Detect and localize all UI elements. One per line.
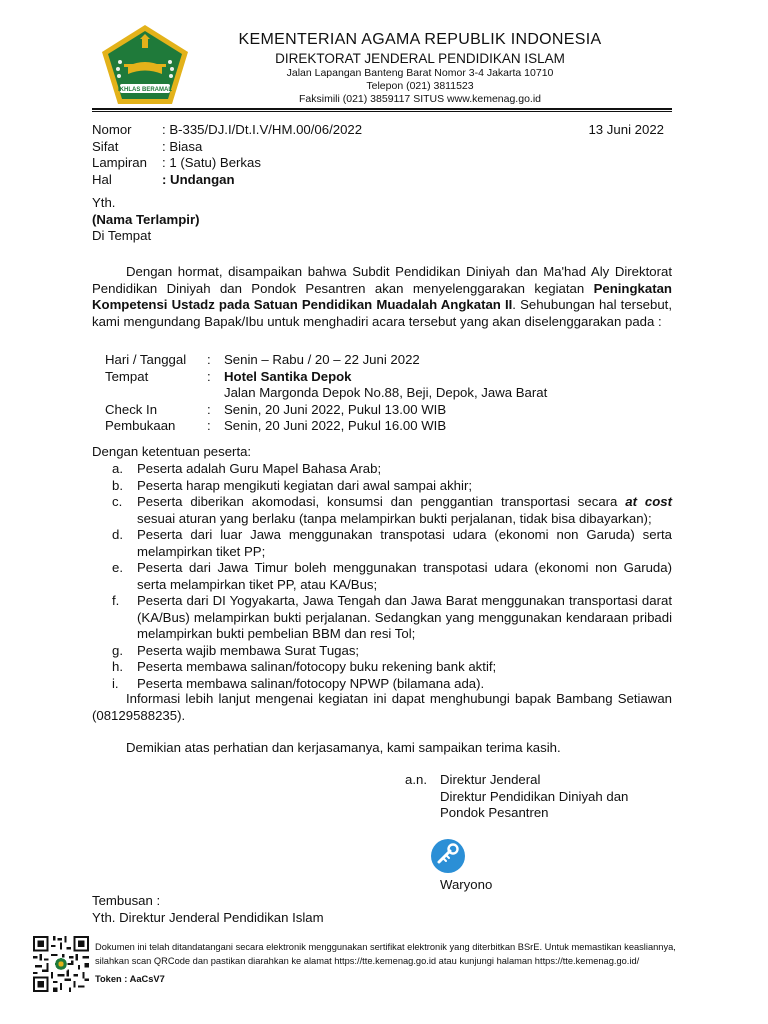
provisions-intro: Dengan ketentuan peserta:: [92, 444, 252, 459]
checkin-value: Senin, 20 Juni 2022, Pukul 13.00 WIB: [224, 401, 447, 417]
carbon-copy: [92, 893, 324, 926]
letterhead: [200, 30, 640, 106]
e-signature-seal-icon: [430, 838, 466, 874]
subject-label: Hal: [92, 171, 112, 187]
place-address: Jalan Margonda Depok No.88, Beji, Depok, Jawa Barat: [224, 385, 548, 400]
at-cost-emphasis: at cost: [625, 494, 672, 509]
recipient-salutation: Yth.: [92, 195, 116, 210]
opening-value: Senin, 20 Juni 2022, Pukul 16.00 WIB: [224, 418, 447, 433]
fax-website: Faksimili (021) 3859117 SITUS www.kemenag.go.id: [299, 93, 541, 105]
opening-paragraph: [92, 264, 672, 330]
signer-title-1: Direktur Jenderal: [440, 772, 541, 787]
address: Jalan Lapangan Banteng Barat Nomor 3-4 Jakarta 10710: [286, 67, 554, 79]
number-value: : B-335/DJ.I/Dt.I.V/HM.00/06/2022: [162, 122, 363, 137]
nature-value: : Biasa: [162, 138, 203, 154]
list-item: g. Peserta wajib membawa Surat Tugas;: [112, 642, 360, 658]
recipient-name: (Nama Terlampir): [92, 211, 200, 227]
list-item: a. Peserta adalah Guru Mapel Bahasa Arab;: [112, 461, 382, 476]
verification-token: Token : AaCsV7: [95, 974, 165, 984]
recipient: [92, 195, 199, 245]
list-item: h. Peserta membawa salinan/fotocopy buku rekening bank aktif;: [112, 659, 497, 674]
e-sign-notice-line-1: Dokumen ini telah ditandatangani secara elektronik menggunakan sertifikat elektronik yang diterbitkan BSrE. Untuk memastikan keasliannya,: [95, 942, 676, 952]
list-item: c. Peserta diberikan akomodasi, konsumsi dan penggantian transportasi secara at cost sesuai aturan yang berlaku (tanpa melampirkan bukti perjalanan, tidak bisa dibayarkan);: [112, 494, 672, 526]
meta-subject-row: [92, 172, 672, 189]
meta-number-row: [92, 122, 672, 139]
recipient-place: Di Tempat: [92, 228, 152, 243]
list-item: f. Peserta dari DI Yogyakarta, Jawa Tengah dan Jawa Barat menggunakan transportasi darat (KA/Bus) melampirkan bukti perjalanan. Sedangkan yang menggunakan kendaraan pribadi melampirkan bukti pembelian BBM dan resi Tol;: [112, 593, 672, 641]
list-item: i. Peserta membawa salinan/fotocopy NPWP (bilamana ada).: [112, 675, 485, 691]
number-label: Nomor: [92, 122, 132, 137]
event-details: [105, 352, 547, 435]
e-sign-notice-line-2: silahkan scan QRCode dan pastikan diarahkan ke alamat https://tte.kemenag.go.id atau kunjungi halaman https://tte.kemenag.go.id/: [95, 956, 640, 966]
signer-name: Waryono: [440, 877, 493, 892]
event-name: Peningkatan Kompetensi Ustadz pada Satuan Pendidikan Muadalah Angkatan II: [92, 280, 672, 312]
place-label: Tempat: [105, 368, 149, 384]
kemenag-logo: [98, 22, 192, 108]
cc-item: Yth. Direktur Jenderal Pendidikan Islam: [92, 909, 324, 925]
opening-text-1: Dengan hormat, disampaikan bahwa Subdit Pendidikan Diniyah dan Ma'had Aly Direktorat Pendidikan Diniyah dan Pondok Pesantren akan menyelenggarakan kegiatan: [92, 264, 672, 296]
info-paragraph: Informasi lebih lanjut mengenai kegiatan ini dapat menghubungi bapak Bambang Setiawan (08129588235).: [92, 691, 672, 723]
opening-label: Pembukaan: [105, 418, 176, 433]
ministry-name: KEMENTERIAN AGAMA REPUBLIK INDONESIA: [238, 31, 602, 48]
list-item: e. Peserta dari Jawa Timur boleh menggunakan transpotasi udara (ekonomi non Garuda) serta melampirkan tiket PP, atau KA/Bus;: [112, 560, 672, 592]
event-opening-row: [105, 418, 547, 435]
qr-code-icon[interactable]: [33, 936, 89, 992]
attachment-value: : 1 (Satu) Berkas: [162, 155, 261, 170]
colon: :: [207, 418, 211, 433]
meta-attachment-row: [92, 155, 672, 172]
cc-label: Tembusan :: [92, 893, 161, 908]
phone: Telepon (021) 3811523: [366, 80, 474, 92]
subject-value: : Undangan: [162, 171, 235, 187]
e-sign-footer: [33, 936, 733, 988]
on-behalf: a.n.: [405, 772, 427, 787]
day-label: Hari / Tanggal: [105, 352, 187, 367]
list-item: b. Peserta harap mengikuti kegiatan dari awal sampai akhir;: [112, 477, 472, 493]
event-checkin-row: [105, 402, 547, 419]
e-sign-notice: [95, 940, 735, 968]
closing-paragraph: Demikian atas perhatian dan kerjasamanya, kami sampaikan terima kasih.: [126, 740, 561, 755]
letterhead-rule: [92, 108, 672, 110]
day-value: Senin – Rabu / 20 – 22 Juni 2022: [224, 352, 420, 367]
signer-title-2: Direktur Pendidikan Diniyah dan: [440, 788, 629, 804]
list-item: d. Peserta dari luar Jawa menggunakan transpotasi udara (ekonomi non Garuda) serta melampirkan tiket PP;: [112, 527, 672, 559]
checkin-label: Check In: [105, 401, 158, 417]
logo-motto: IKHLAS BERAMAL: [118, 87, 172, 93]
signer-title-3: Pondok Pesantren: [440, 805, 549, 820]
event-day-row: [105, 352, 547, 369]
meta-nature-row: [92, 139, 672, 156]
event-address-row: [105, 385, 547, 402]
nature-label: Sifat: [92, 138, 119, 154]
colon: :: [207, 401, 211, 417]
letterhead-rule-thin: [92, 111, 672, 112]
signature-block: [405, 772, 628, 822]
letter-meta: [92, 122, 672, 188]
directorate-name: DIREKTORAT JENDERAL PENDIDIKAN ISLAM: [275, 51, 565, 66]
place-value: Hotel Santika Depok: [224, 368, 352, 384]
opening-text-2: . Sehubungan hal tersebut, kami mengundang Bapak/Ibu untuk menghadiri acara tersebut yang akan diselenggarakan pada :: [92, 297, 672, 329]
attachment-label: Lampiran: [92, 155, 147, 170]
provisions-list: [112, 461, 672, 692]
colon: :: [207, 352, 211, 367]
letter-date: 13 Juni 2022: [588, 122, 664, 137]
event-place-row: [105, 369, 547, 386]
colon: :: [207, 368, 211, 384]
